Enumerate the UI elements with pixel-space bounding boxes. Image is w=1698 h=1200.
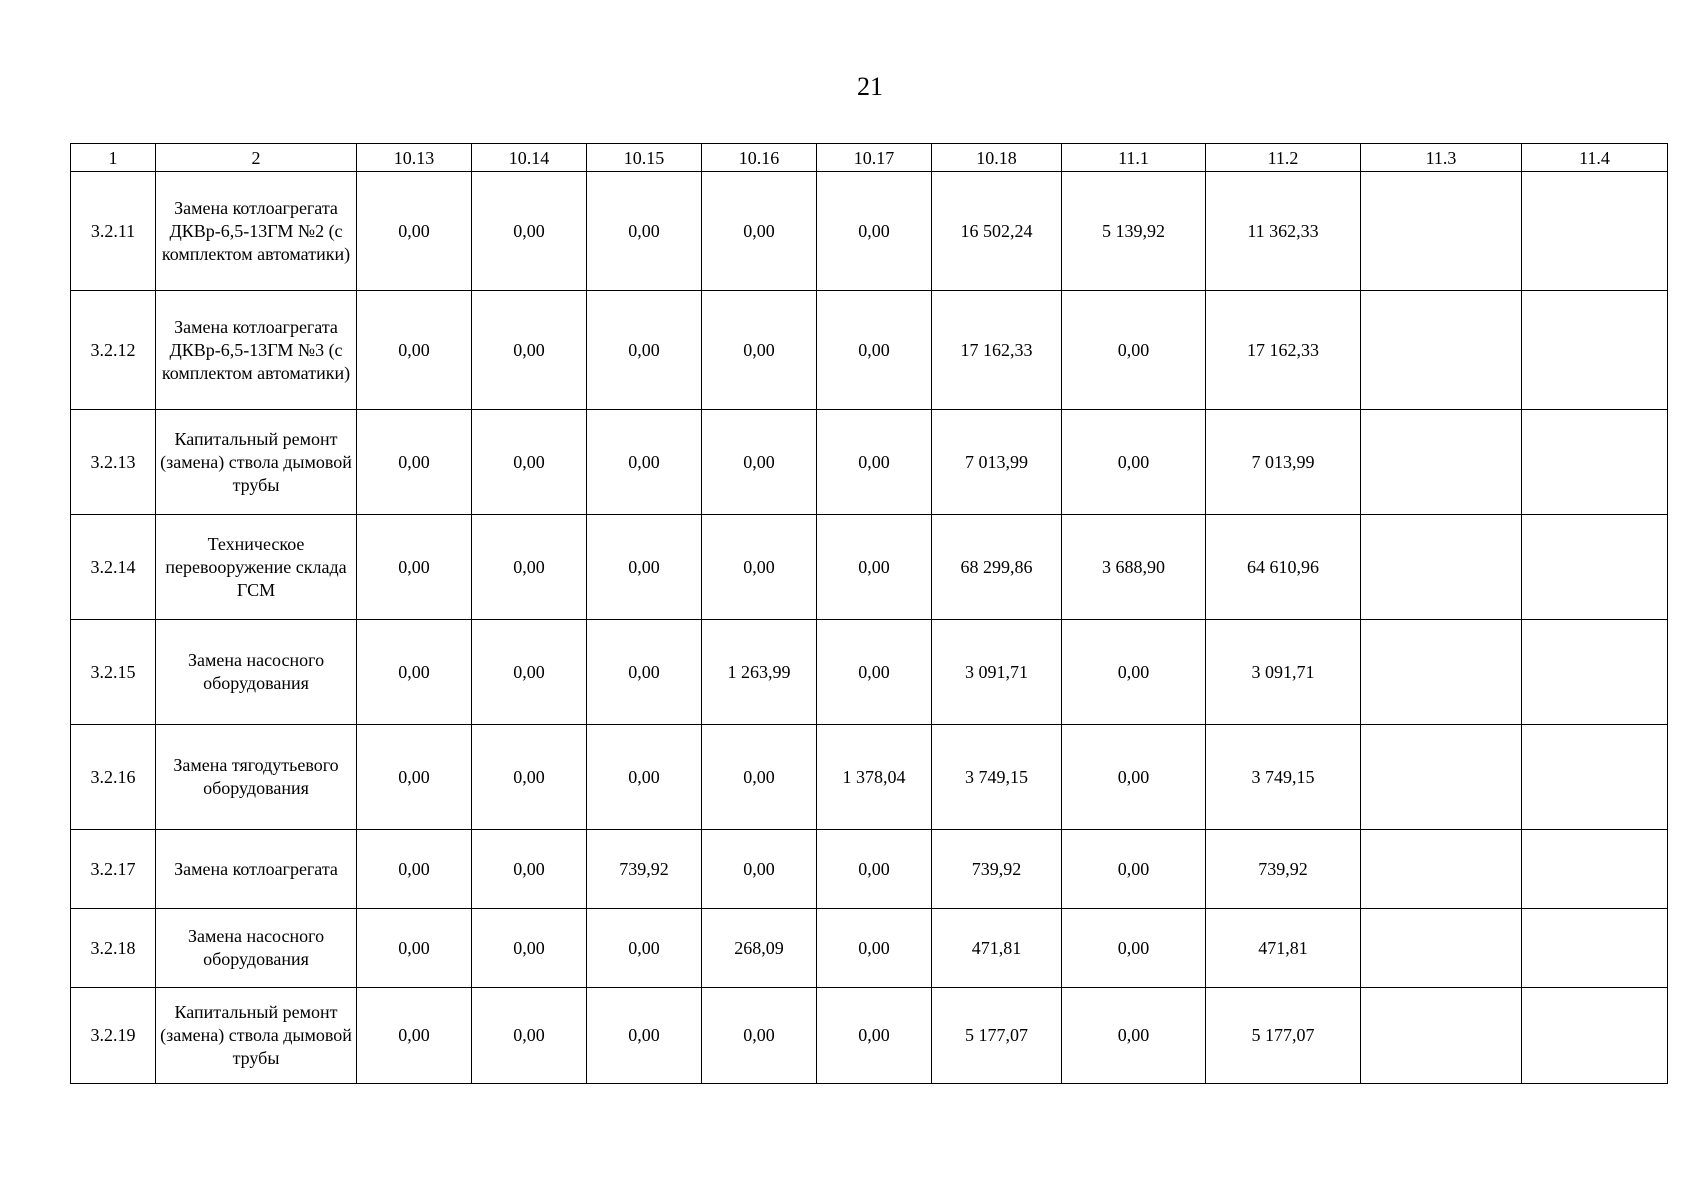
value-cell: 739,92: [932, 830, 1062, 909]
value-cell: 0,00: [587, 725, 702, 830]
value-cell: 0,00: [357, 620, 472, 725]
value-cell: 0,00: [702, 172, 817, 291]
value-cell: 0,00: [702, 830, 817, 909]
value-cell: 739,92: [587, 830, 702, 909]
description-cell: Замена котлоагрегата ДКВр-6,5-13ГМ №3 (с комплектом автоматики): [156, 291, 357, 410]
value-cell: 0,00: [817, 988, 932, 1084]
value-cell: [1522, 830, 1668, 909]
value-cell: 0,00: [587, 172, 702, 291]
value-cell: 1 378,04: [817, 725, 932, 830]
row-number-cell: 3.2.15: [71, 620, 156, 725]
description-cell: Замена котлоагрегата ДКВр-6,5-13ГМ №2 (с комплектом автоматики): [156, 172, 357, 291]
value-cell: 1 263,99: [702, 620, 817, 725]
value-cell: [1522, 410, 1668, 515]
column-header: 11.2: [1206, 144, 1361, 172]
column-header: 10.13: [357, 144, 472, 172]
table-row: [71, 620, 1668, 725]
description-cell: Замена котлоагрегата: [156, 830, 357, 909]
value-cell: 0,00: [472, 410, 587, 515]
value-cell: 0,00: [472, 172, 587, 291]
value-cell: 0,00: [817, 830, 932, 909]
value-cell: [1361, 291, 1522, 410]
value-cell: 0,00: [702, 515, 817, 620]
value-cell: 16 502,24: [932, 172, 1062, 291]
value-cell: 0,00: [587, 620, 702, 725]
value-cell: 0,00: [357, 291, 472, 410]
data-table: [70, 143, 1668, 1084]
value-cell: 0,00: [1062, 620, 1206, 725]
value-cell: 0,00: [817, 620, 932, 725]
table-row: [71, 725, 1668, 830]
column-header: 11.4: [1522, 144, 1668, 172]
column-header: 2: [156, 144, 357, 172]
description-cell: Замена тягодутьевого оборудования: [156, 725, 357, 830]
value-cell: 0,00: [817, 410, 932, 515]
description-cell: Техническое перевооружение склада ГСМ: [156, 515, 357, 620]
table-row: [71, 909, 1668, 988]
value-cell: 0,00: [702, 291, 817, 410]
value-cell: 0,00: [1062, 830, 1206, 909]
value-cell: 3 749,15: [1206, 725, 1361, 830]
value-cell: 0,00: [1062, 725, 1206, 830]
value-cell: 0,00: [472, 988, 587, 1084]
value-cell: 68 299,86: [932, 515, 1062, 620]
value-cell: [1361, 830, 1522, 909]
value-cell: [1522, 909, 1668, 988]
value-cell: [1522, 988, 1668, 1084]
value-cell: 0,00: [357, 172, 472, 291]
table-header-row: [71, 144, 1668, 172]
value-cell: 0,00: [1062, 988, 1206, 1084]
row-number-cell: 3.2.14: [71, 515, 156, 620]
table-row: [71, 410, 1668, 515]
value-cell: 0,00: [587, 515, 702, 620]
value-cell: 0,00: [357, 725, 472, 830]
value-cell: 5 139,92: [1062, 172, 1206, 291]
value-cell: 471,81: [932, 909, 1062, 988]
value-cell: 268,09: [702, 909, 817, 988]
column-header: 1: [71, 144, 156, 172]
value-cell: 64 610,96: [1206, 515, 1361, 620]
value-cell: 7 013,99: [932, 410, 1062, 515]
row-number-cell: 3.2.18: [71, 909, 156, 988]
value-cell: 7 013,99: [1206, 410, 1361, 515]
value-cell: [1361, 909, 1522, 988]
value-cell: 0,00: [472, 515, 587, 620]
column-header: 10.18: [932, 144, 1062, 172]
value-cell: 5 177,07: [932, 988, 1062, 1084]
table-row: [71, 830, 1668, 909]
value-cell: 17 162,33: [1206, 291, 1361, 410]
row-number-cell: 3.2.11: [71, 172, 156, 291]
value-cell: 0,00: [817, 515, 932, 620]
value-cell: [1361, 172, 1522, 291]
value-cell: 0,00: [817, 291, 932, 410]
description-cell: Замена насосного оборудования: [156, 909, 357, 988]
value-cell: [1361, 988, 1522, 1084]
value-cell: 0,00: [702, 725, 817, 830]
value-cell: [1361, 620, 1522, 725]
value-cell: [1522, 515, 1668, 620]
value-cell: 739,92: [1206, 830, 1361, 909]
value-cell: 0,00: [357, 830, 472, 909]
value-cell: 471,81: [1206, 909, 1361, 988]
value-cell: 0,00: [357, 909, 472, 988]
value-cell: [1361, 410, 1522, 515]
description-cell: Замена насосного оборудования: [156, 620, 357, 725]
column-header: 11.3: [1361, 144, 1522, 172]
row-number-cell: 3.2.19: [71, 988, 156, 1084]
value-cell: 0,00: [702, 988, 817, 1084]
value-cell: 0,00: [587, 909, 702, 988]
value-cell: [1522, 291, 1668, 410]
column-header: 10.16: [702, 144, 817, 172]
table-row: [71, 172, 1668, 291]
value-cell: 0,00: [587, 988, 702, 1084]
table-body: [71, 144, 1668, 1084]
value-cell: 0,00: [817, 172, 932, 291]
row-number-cell: 3.2.12: [71, 291, 156, 410]
value-cell: 3 091,71: [932, 620, 1062, 725]
value-cell: [1522, 620, 1668, 725]
table-row: [71, 515, 1668, 620]
row-number-cell: 3.2.17: [71, 830, 156, 909]
value-cell: 0,00: [357, 988, 472, 1084]
value-cell: 0,00: [472, 909, 587, 988]
value-cell: 0,00: [472, 830, 587, 909]
value-cell: 0,00: [587, 410, 702, 515]
value-cell: 0,00: [702, 410, 817, 515]
column-header: 11.1: [1062, 144, 1206, 172]
value-cell: 17 162,33: [932, 291, 1062, 410]
value-cell: 11 362,33: [1206, 172, 1361, 291]
value-cell: 0,00: [472, 620, 587, 725]
value-cell: 0,00: [1062, 909, 1206, 988]
page-number: 21: [857, 72, 883, 101]
value-cell: [1361, 725, 1522, 830]
value-cell: 3 749,15: [932, 725, 1062, 830]
value-cell: [1522, 172, 1668, 291]
value-cell: 0,00: [472, 291, 587, 410]
value-cell: 0,00: [357, 515, 472, 620]
value-cell: [1361, 515, 1522, 620]
value-cell: 0,00: [817, 909, 932, 988]
row-number-cell: 3.2.16: [71, 725, 156, 830]
value-cell: 0,00: [1062, 410, 1206, 515]
description-cell: Капитальный ремонт (замена) ствола дымовой трубы: [156, 410, 357, 515]
column-header: 10.14: [472, 144, 587, 172]
value-cell: 3 688,90: [1062, 515, 1206, 620]
row-number-cell: 3.2.13: [71, 410, 156, 515]
table-row: [71, 988, 1668, 1084]
value-cell: [1522, 725, 1668, 830]
column-header: 10.17: [817, 144, 932, 172]
table-row: [71, 291, 1668, 410]
value-cell: 0,00: [472, 725, 587, 830]
value-cell: 0,00: [587, 291, 702, 410]
column-header: 10.15: [587, 144, 702, 172]
value-cell: 5 177,07: [1206, 988, 1361, 1084]
value-cell: 3 091,71: [1206, 620, 1361, 725]
value-cell: 0,00: [1062, 291, 1206, 410]
description-cell: Капитальный ремонт (замена) ствола дымовой трубы: [156, 988, 357, 1084]
value-cell: 0,00: [357, 410, 472, 515]
